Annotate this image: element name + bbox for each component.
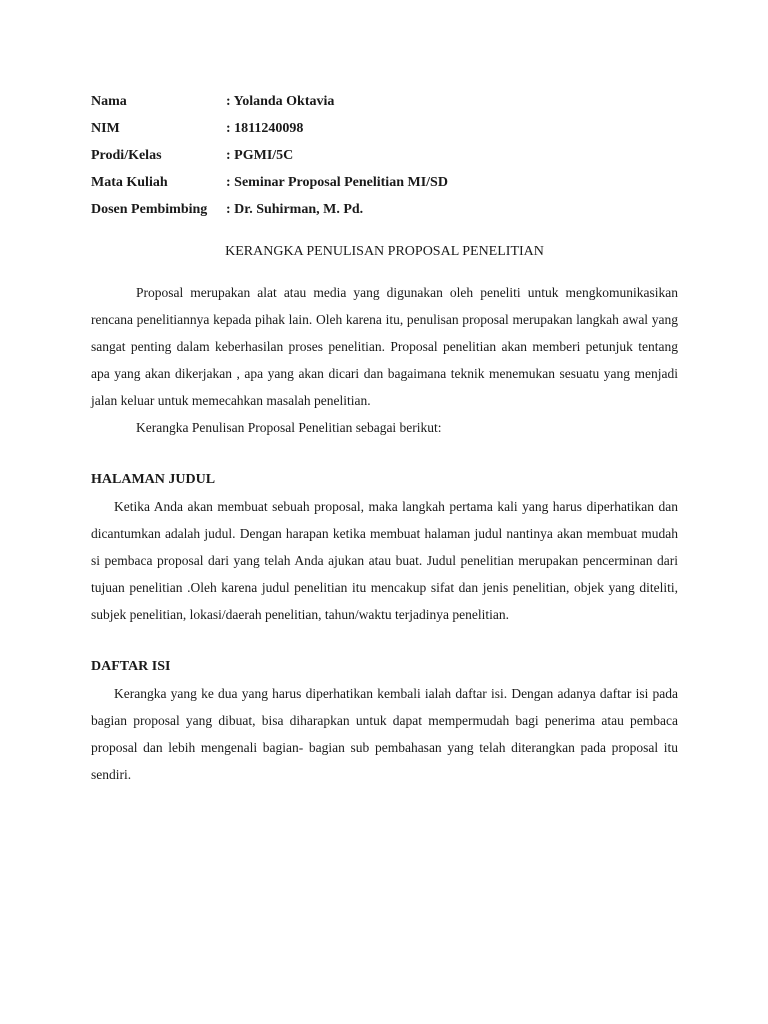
identity-value: : Yolanda Oktavia [226, 94, 335, 109]
intro-paragraph: Proposal merupakan alat atau media yang digunakan oleh peneliti untuk mengkomunikasikan rencana penelitiannya kepada pihak lain. Oleh karena itu, penulisan proposal merupakan langkah awal yang sangat penting dalam keberhasilan proses penelitian. Proposal penelitian akan memberi petunjuk tentang apa yang akan dikerjakan , apa yang akan dicari dan bagaimana teknik menemukan sesuatu yang menjadi jalan keluar untuk memecahkan masalah penelitian. [91, 285, 678, 408]
identity-row-nim [91, 115, 678, 142]
document-title: KERANGKA PENULISAN PROPOSAL PENELITIAN [225, 244, 544, 259]
section-heading: HALAMAN JUDUL [91, 472, 216, 487]
identity-value: : 1811240098 [226, 121, 304, 136]
student-identity-block [91, 88, 678, 223]
identity-row-name [91, 88, 678, 115]
identity-label: Mata Kuliah [91, 175, 168, 190]
identity-value: : Dr. Suhirman, M. Pd. [226, 202, 364, 217]
identity-row-program [91, 142, 678, 169]
intro-lead-in: Kerangka Penulisan Proposal Penelitian sebagai berikut: [136, 420, 442, 435]
document-page [91, 88, 678, 788]
identity-label: Prodi/Kelas [91, 148, 162, 163]
section-body: Ketika Anda akan membuat sebuah proposal, maka langkah pertama kali yang harus diperhatikan dan dicantumkan adalah judul. Dengan harapan ketika membuat halaman judul nantinya akan membuat mudah si pembaca proposal dari yang telah Anda ajukan atau buat. Judul penelitian merupakan pencerminan dari tujuan penelitian .Oleh karena judul penelitian itu mencakup sifat dan jenis penelitian, objek yang diteliti, subjek penelitian, lokasi/daerah penelitian, tahun/waktu terjadinya penelitian. [91, 499, 678, 622]
section-title-page [91, 466, 678, 628]
identity-label: NIM [91, 121, 120, 136]
identity-label: Nama [91, 94, 127, 109]
identity-label: Dosen Pembimbing [91, 202, 208, 217]
identity-value: : Seminar Proposal Penelitian MI/SD [226, 175, 448, 190]
identity-row-course [91, 169, 678, 196]
section-body: Kerangka yang ke dua yang harus diperhatikan kembali ialah daftar isi. Dengan adanya daftar isi pada bagian proposal yang dibuat, bisa diharapkan untuk dapat mempermudah bagi penerima atau pembaca proposal dan lebih mengenali bagian- bagian sub pembahasan yang telah diterangkan pada proposal itu sendiri. [91, 686, 678, 782]
identity-value: : PGMI/5C [226, 148, 294, 163]
section-heading: DAFTAR ISI [91, 659, 171, 674]
identity-row-supervisor [91, 196, 678, 223]
section-table-of-contents [91, 653, 678, 788]
